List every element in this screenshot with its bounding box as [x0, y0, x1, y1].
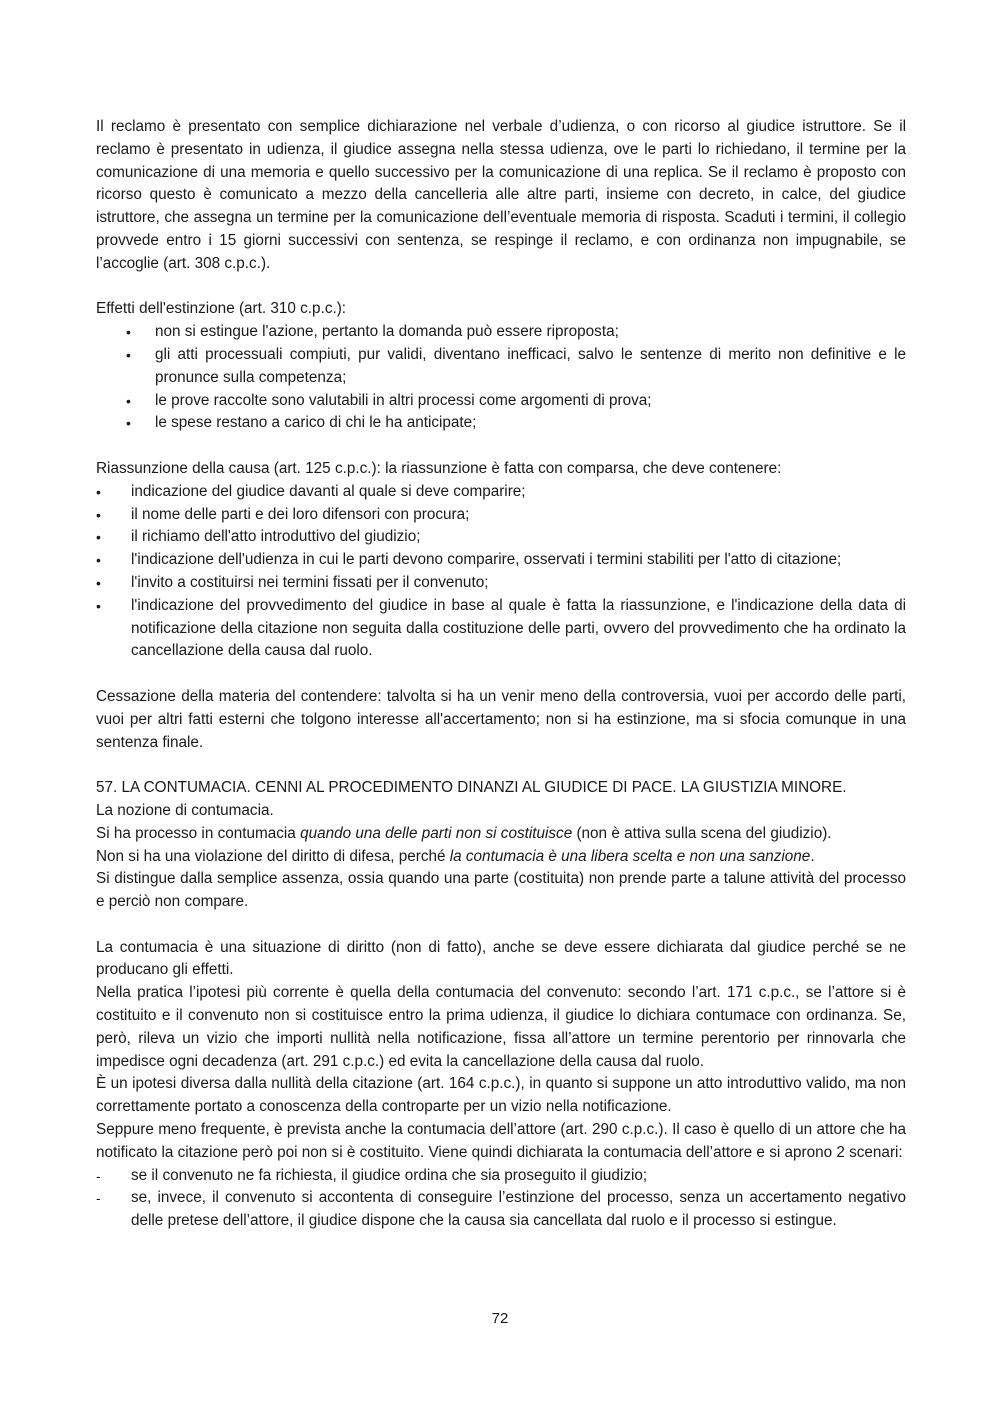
- list-item: [96, 390, 906, 413]
- italic-text: la contumacia è una libera scelta e non una sanzione: [449, 847, 811, 865]
- text-run: (non è attiva sulla scena del giudizio).: [572, 824, 832, 842]
- text-run: .: [810, 847, 815, 865]
- italic-text: quando una delle parti non si costituisce: [300, 824, 573, 842]
- list-item: [96, 481, 906, 504]
- spacer: [96, 276, 906, 299]
- list-item-text: non si estingue l'azione, pertanto la domanda può essere riproposta;: [155, 323, 619, 341]
- assenza-paragraph: Si distingue dalla semplice assenza, ossia quando una parte (costituita) non prende parte a talune attività del processo e perciò non compare.: [96, 870, 906, 911]
- list-item: [96, 595, 906, 663]
- text-run: Si ha processo in contumacia: [96, 824, 301, 842]
- effetti-list: [96, 321, 906, 435]
- effetti-heading: Effetti dell'estinzione (art. 310 c.p.c.):: [96, 300, 347, 318]
- bullet-icon: •: [96, 574, 101, 591]
- list-item-text: l'indicazione del provvedimento del giudice in base al quale è fatta la riassunzione, e l'indicazione della data di notificazione della citazione non seguita dalla costituzione delle parti, ovvero del provvedimento che ha ordinato la cancellazione della causa dal ruolo.: [131, 596, 906, 660]
- riassunzione-heading: Riassunzione della causa (art. 125 c.p.c.): la riassunzione è fatta con comparsa, che deve contenere:: [96, 459, 782, 477]
- subsection-heading: La nozione di contumacia.: [96, 801, 274, 819]
- list-item: [96, 344, 906, 390]
- bullet-icon: •: [96, 483, 101, 500]
- bullet-icon: •: [126, 415, 131, 432]
- list-item-text: le prove raccolte sono valutabili in altri processi come argomenti di prova;: [155, 391, 652, 409]
- cessazione-paragraph: Cessazione della materia del contendere: talvolta si ha un venir meno della controversia, vuoi per accordo delle parti, vuoi per altri fatti esterni che tolgono interesse all'accertamento; non si ha estinzione, ma si sfocia comunque in una sentenza finale.: [96, 687, 906, 751]
- list-item-text: se, invece, il convenuto si accontenta di conseguire l’estinzione del processo, senza un accertamento negativo delle pretese dell’attore, il giudice dispone che la causa sia cancellata dal ruolo e il processo si estingue.: [131, 1189, 906, 1230]
- bullet-icon: •: [126, 392, 131, 409]
- bullet-icon: •: [96, 506, 101, 523]
- contumacia-attore-paragraph: Seppure meno frequente, è prevista anche la contumacia dell’attore (art. 290 c.p.c.). Il caso è quello di un attore che ha notificato la citazione però poi non si è costituito. Viene quindi dichiarata la contumacia dell’attore e si aprono 2 scenari:: [96, 1121, 906, 1161]
- spacer: [96, 435, 906, 458]
- page-number: 72: [491, 1310, 509, 1327]
- bullet-icon: •: [96, 597, 101, 614]
- document-page: [96, 116, 906, 1233]
- list-item-text: il richiamo dell'atto introduttivo del giudizio;: [131, 528, 421, 546]
- list-item-text: le spese restano a carico di chi le ha anticipate;: [155, 414, 477, 432]
- contumacia-convenuto-paragraph: Nella pratica l’ipotesi più corrente è quella della contumacia del convenuto: secondo l’art. 171 c.p.c., se l’attore si è costituito e il convenuto non si costituisce entro la prima udienza, il giudice lo dichiara contumace con ordinanza. Se, però, rileva un vizio che importi nullità nella notificazione, fissa all’attore un termine perentorio per rinnovarla che impedisce ogni decadenza (art. 291 c.p.c.) ed evita la cancellazione della causa dal ruolo.: [96, 984, 906, 1070]
- dash-icon: -: [96, 1190, 101, 1207]
- list-item: [96, 526, 906, 549]
- bullet-icon: •: [126, 324, 131, 341]
- dash-icon: -: [96, 1167, 101, 1184]
- list-item-text: gli atti processuali compiuti, pur validi, diventano inefficaci, salvo le sentenze di merito non definitive e le pronunce sulla competenza;: [155, 345, 906, 386]
- bullet-icon: •: [96, 552, 101, 569]
- bullet-icon: •: [126, 346, 131, 363]
- list-item: [96, 1165, 906, 1188]
- spacer: [96, 754, 906, 777]
- scenari-list: [96, 1165, 906, 1233]
- spacer: [96, 663, 906, 686]
- list-item: [96, 1187, 906, 1233]
- list-item: [96, 572, 906, 595]
- text-run: Non si ha una violazione del diritto di difesa, perché: [96, 847, 450, 865]
- diritto-difesa-paragraph: [96, 846, 906, 869]
- section-title: 57. LA CONTUMACIA. CENNI AL PROCEDIMENTO DINANZI AL GIUDICE DI PACE. LA GIUSTIZIA MINORE.: [96, 779, 847, 797]
- list-item: [96, 321, 906, 344]
- nullita-citazione-paragraph: È un ipotesi diversa dalla nullità della citazione (art. 164 c.p.c.), in quanto si suppone un atto introduttivo valido, ma non correttamente portato a conoscenza della controparte per un vizio nella notificazione.: [96, 1075, 906, 1116]
- riassunzione-list: [96, 481, 906, 663]
- reclamo-paragraph: Il reclamo è presentato con semplice dichiarazione nel verbale d’udienza, o con ricorso al giudice istruttore. Se il reclamo è presentato in udienza, il giudice assegna nella stessa udienza, ove le parti lo richiedano, il termine per la comunicazione di una memoria e quello successivo per la comunicazione di una replica. Se il reclamo è proposto con ricorso questo è comunicato a mezzo della cancelleria alle altre parti, insieme con decreto, in calce, del giudice istruttore, che assegna un termine per la comunicazione dell’eventuale memoria di risposta. Scaduti i termini, il collegio provvede entro i 15 giorni successivi con sentenza, se respinge il reclamo, e con ordinanza non impugnabile, se l’accoglie (art. 308 c.p.c.).: [96, 118, 906, 272]
- list-item-text: indicazione del giudice davanti al quale si deve comparire;: [131, 482, 526, 500]
- bullet-icon: •: [96, 529, 101, 546]
- list-item-text: l'indicazione dell'udienza in cui le parti devono comparire, osservati i termini stabiliti per l'atto di citazione;: [131, 551, 842, 569]
- list-item-text: se il convenuto ne fa richiesta, il giudice ordina che sia proseguito il giudizio;: [131, 1166, 648, 1184]
- list-item-text: il nome delle parti e dei loro difensori con procura;: [131, 505, 470, 523]
- spacer: [96, 914, 906, 937]
- list-item: [96, 412, 906, 435]
- list-item: [96, 504, 906, 527]
- list-item: [96, 549, 906, 572]
- situazione-diritto-paragraph: La contumacia è una situazione di diritto (non di fatto), anche se deve essere dichiarata dal giudice perché se ne producano gli effetti.: [96, 938, 906, 979]
- contumacia-definition: [96, 823, 906, 846]
- list-item-text: l'invito a costituirsi nei termini fissati per il convenuto;: [131, 573, 489, 591]
